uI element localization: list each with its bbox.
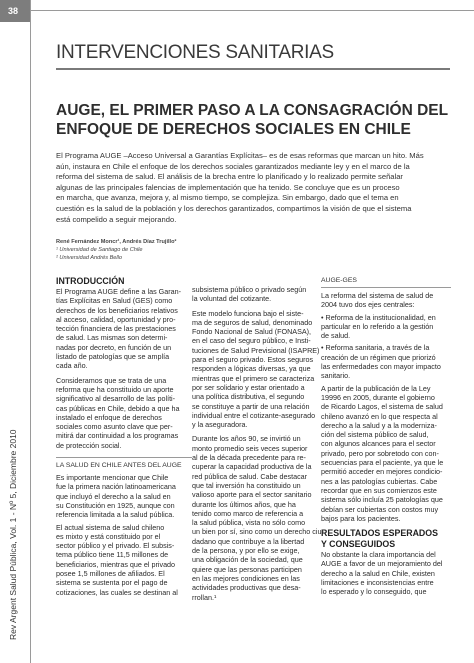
body-line: derechos de los beneficiarios relativos <box>56 305 178 315</box>
introduction-heading: INTRODUCCIÓN <box>56 276 125 286</box>
section-title: INTERVENCIONES SANITARIAS <box>56 42 334 63</box>
body-line: al acceso, calidad, oportunidad y pro- <box>56 314 176 324</box>
body-line: sistema sólo incluía 25 patologías que <box>321 495 443 505</box>
results-heading: Y CONSEGUIDOS <box>321 539 396 550</box>
journal-reference: Rev Argent Salud Pública, Vol. 1 - Nº 5, Diciembre 2010 <box>8 429 18 640</box>
body-line: cuperar la capacidad productiva de la <box>192 462 312 472</box>
body-line: sector público y el privado. El subsis- <box>56 541 175 551</box>
body-line: su Constitución en 1925, aunque con <box>56 500 175 510</box>
body-line: beneficiarios, mientras que el privado <box>56 559 176 569</box>
body-line: valioso aporte para el sector sanitario <box>192 490 312 500</box>
body-line: dadano que contribuye a la libertad <box>192 536 305 546</box>
body-line: AUGE a favor de un mejoramiento del <box>321 559 443 569</box>
bullet-line: • Reforma sanitaria, a través de la <box>321 343 430 353</box>
body-line: de la persona, y por ello se exige, <box>192 546 300 556</box>
bullet-line: sanitario. <box>321 371 351 381</box>
body-line: reforma que ha constituido un aporte <box>56 384 174 394</box>
page-number: 38 <box>0 0 30 22</box>
abstract-line: cuestión es la salud de la población y los derechos garantizados, compartimos la visión de que el sistema <box>56 203 412 213</box>
body-line: chileno avanzó en lo que respecta al <box>321 411 438 421</box>
article-title-line: ENFOQUE DE DERECHOS SOCIALES EN CHILE <box>56 121 411 138</box>
body-line: la voluntad del cotizante. <box>192 294 272 304</box>
body-column-3 <box>321 276 451 597</box>
bullet-line: las enfermedades con mayor impacto <box>321 362 441 372</box>
body-line: cas públicas en Chile, debido a que ha <box>56 403 180 413</box>
body-line: Durante los años 90, se invirtió un <box>192 434 301 444</box>
body-line: Fondo Nacional de Salud (FONASA), <box>192 327 312 337</box>
body-line: nadas por decreto, en función de un <box>56 342 172 352</box>
body-line: listado de patologías que se amplía <box>56 352 170 362</box>
body-line: fue la primera nación latinoamericana <box>56 482 176 492</box>
body-line: que tal inversión ha constituido un <box>192 480 301 490</box>
body-line: que incluyó el derecho a la salud en <box>56 491 171 501</box>
author-names: René Fernández Moncr¹, Andrés Díaz Trujillo² <box>56 239 177 245</box>
body-line: con algunos alcances para el sector <box>321 439 436 449</box>
body-line: es mixto y está constituido por el <box>56 531 161 541</box>
body-line: A partir de la publicación de la Ley <box>321 383 431 393</box>
subsection-rule <box>321 287 451 288</box>
body-line: y la aseguradora. <box>192 420 248 430</box>
bullet-line: creación de un régimen que priorizó <box>321 352 436 362</box>
abstract-line: reforma del sistema de salud. El análisis de la brecha entre lo planificado y lo realizado permite señalar <box>56 172 403 182</box>
body-line: individual entre el cotizante-asegurado <box>192 410 316 420</box>
body-line: Es importante mencionar que Chile <box>56 473 169 483</box>
body-line: 2004 tuvo dos ejes centrales: <box>321 300 415 310</box>
body-line: La reforma del sistema de salud de <box>321 291 434 300</box>
body-line: de Ricardo Lagos, el sistema de salud <box>321 402 443 412</box>
body-line: posee 1,5 millones de afiliados. El <box>56 569 165 579</box>
body-line: sociales como asunto clave que per- <box>56 422 173 432</box>
body-line: ma de seguros de salud, denominado <box>192 317 313 327</box>
body-line: de salud. Las mismas son determi- <box>56 333 168 343</box>
body-line: tías Explícitas en Salud (GES) como <box>56 296 173 306</box>
body-line: responden a lógicas diversas, ya que <box>192 364 311 374</box>
body-line: nes a las patologías cubiertas. Cabe <box>321 476 438 486</box>
body-line: bajos para los pacientes. <box>321 513 401 523</box>
body-line: una obligación de la sociedad, que <box>192 555 303 565</box>
top-rule <box>30 10 474 11</box>
body-line: 19996 en 2005, durante el gobierno <box>321 392 435 402</box>
body-line: secuencias para el paciente, ya que le <box>321 458 444 468</box>
body-line: derecho a la salud en Chile, existen <box>321 568 435 578</box>
body-line: tección financiera de las prestaciones <box>56 324 176 334</box>
abstract-line: algunas de las principales falencias de implementación que ha tenido. Se concluye que es un proceso <box>56 182 400 192</box>
body-line: Consideramos que se trata de una <box>56 375 167 385</box>
abstract-line: aún, instaura en Chile el enfoque de los derechos sociales garantizados mediante ley y en el marco de la <box>56 161 410 171</box>
section-rule <box>56 68 450 70</box>
body-line: derecho a la salud y a la moderniza- <box>321 420 437 430</box>
body-line: tenido como marco de referencia a <box>192 508 304 518</box>
abstract-line: El Programa AUGE –Acceso Universal a Garantías Explícitas– es de esas reformas que marcan un hito. Más <box>56 151 424 160</box>
body-line: monto promedio seis veces superior <box>192 443 308 453</box>
body-line: instalado el enfoque de derechos <box>56 412 162 422</box>
body-line: por ser solidario y estar orientado a <box>192 382 305 392</box>
body-line: en el caso del seguro público, e Insti- <box>192 336 311 346</box>
body-line: privado, pero por sobretodo con con- <box>321 448 439 458</box>
author-affiliation: ¹ Universidad de Santiago de Chile <box>56 247 143 253</box>
body-line: sistema se sustenta por el pago de <box>56 578 168 588</box>
body-line: lo esperado y lo conseguido, que <box>321 587 427 597</box>
body-line: tuciones de Salud Previsional (ISAPRE) <box>192 345 320 355</box>
body-line: mitirá dar continuidad a los programas <box>56 431 179 441</box>
subsection-heading: LA SALUD EN CHILE ANTES DEL AUGE <box>56 462 182 470</box>
results-heading: RESULTADOS ESPERADOS <box>321 528 438 539</box>
sidebar-rule <box>30 0 31 663</box>
body-line: limitaciones e inconsistencias entre <box>321 578 434 588</box>
article-title-line: AUGE, EL PRIMER PASO A LA CONSAGRACIÓN DEL <box>56 102 449 119</box>
body-line: cada año. <box>56 361 88 371</box>
body-line: en las mejores condiciones en las <box>192 573 300 583</box>
body-line: al de la década precedente para re- <box>192 453 306 463</box>
bullet-line: de salud. <box>321 331 351 341</box>
body-line: referencia limitada a la salud pública. <box>56 510 175 520</box>
subsection-rule <box>56 457 192 458</box>
body-line: subsistema público o privado según <box>192 285 307 294</box>
body-line: cotizaciones, las cuales se destinan al <box>56 587 178 597</box>
body-line: se constituye a partir de una relación <box>192 401 310 411</box>
subsection-heading: AUGE-GES <box>321 277 357 284</box>
abstract-line: en marcha, que avanza, mejora y, al mismo tiempo, se complejiza. Sin embargo, dado que el tema en <box>56 193 399 203</box>
body-line: significativo al desarrollo de las políti- <box>56 394 176 404</box>
body-line: Este modelo funciona bajo el siste- <box>192 308 304 318</box>
body-line: de protección social. <box>56 440 122 450</box>
body-line: una política distributiva, el segundo <box>192 392 305 402</box>
body-line: El actual sistema de salud chileno <box>56 522 165 532</box>
abstract <box>56 151 450 225</box>
body-line: permitió acceder en mejores condicio- <box>321 467 443 477</box>
bullet-line: • Reforma de la institucionalidad, en <box>321 312 436 322</box>
body-line: rrollan.¹ <box>192 592 217 602</box>
authors-block <box>56 238 176 262</box>
body-line: No obstante la clara importancia del <box>321 550 436 560</box>
body-line: ción del sistema público de salud, <box>321 430 429 440</box>
body-line: un bien por sí, sino como un derecho ciu- <box>192 527 324 537</box>
body-line: recordar que en sus comienzos este <box>321 485 437 495</box>
abstract-line: está compelido a seguir mejorando. <box>56 214 177 224</box>
body-line: mientras que el primero se caracteriza <box>192 373 315 383</box>
body-column-1 <box>56 276 192 597</box>
body-line: para el seguro privado. Estos seguros <box>192 355 314 365</box>
body-line: red pública de salud. Cabe destacar <box>192 471 308 481</box>
body-line: debían ser cubiertas con costos muy <box>321 504 439 514</box>
body-line: actividades productivas que desa- <box>192 583 301 593</box>
article-title <box>56 101 456 139</box>
body-line: la salud pública, vista no sólo como <box>192 518 306 528</box>
body-line: durante los últimos años, que ha <box>192 499 296 509</box>
author-affiliation: ² Universidad Andrés Bello <box>56 255 123 261</box>
body-column-2 <box>192 285 324 602</box>
body-line: tema público tiene 11,5 millones de <box>56 550 169 560</box>
body-line: El Programa AUGE define a las Garan- <box>56 287 182 296</box>
body-line: quiere que las personas participen <box>192 564 302 574</box>
bullet-line: particular en lo referido a la gestión <box>321 321 434 331</box>
